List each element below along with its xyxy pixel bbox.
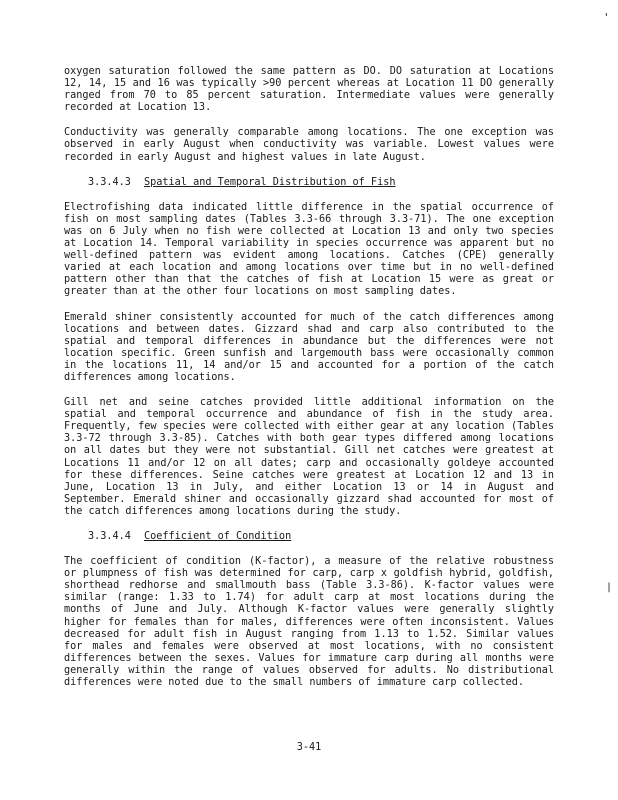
section-title: Spatial and Temporal Distribution of Fish bbox=[144, 176, 396, 188]
page-number: 3-41 bbox=[296, 742, 322, 753]
corner-mark: ' bbox=[603, 11, 610, 24]
margin-mark: | bbox=[606, 582, 613, 593]
paragraph-do-saturation: oxygen saturation followed the same pattern as DO. DO saturation at Locations 12, 14, 15 and 16 was typically >90 percent whereas at Location 11 DO generally ranged from 70 to 85 percent saturation. Intermediate values were generally recorded at Location 13. bbox=[64, 66, 554, 114]
section-heading-condition bbox=[88, 531, 554, 543]
section-number: 3.3.4.3 bbox=[88, 176, 131, 188]
section-heading-distribution bbox=[88, 177, 554, 189]
page-body bbox=[64, 66, 554, 702]
paragraph-conductivity: Conductivity was generally comparable among locations. The one exception was observed in early August when conductivity was variable. Lowest values were recorded in early August and highest values in late August. bbox=[64, 127, 554, 163]
section-title: Coefficient of Condition bbox=[144, 531, 292, 542]
paragraph-coefficient: The coefficient of condition (K-factor), a measure of the relative robustness or plumpness of fish was determined for carp, carp x goldfish hybrid, goldfish, shorthead redhorse and smallmouth bass (Table 3.3-86). K-factor values were similar (range: 1.33 to 1.74) for adult carp at most locations during the months of June and July. Although K-factor values were generally slightly higher for females than for males, differences were often inconsistent. Values decreased for adult fish in August ranging from 1.13 to 1.52. Similar values for males and females were observed at most locations, with no consistent differences between the sexes. Values for immature carp during all months were generally within the range of values observed for adults. No distributional differences were noted due to the small numbers of immature carp collected. bbox=[64, 556, 554, 689]
section-number: 3.3.4.4 bbox=[88, 531, 131, 542]
paragraph-gill-net: Gill net and seine catches provided little additional information on the spatial and temporal occurrence and abundance of fish in the study area. Frequently, few species were collected with either gear at any location (Tables 3.3-72 through 3.3-85). Catches with both gear types differed among locations on all dates but they were not substantial. Gill net catches were greatest at Locations 11 and/or 12 on all dates; carp and occasionally goldeye accounted for these differences. Seine catches were greatest at Location 12 and 13 in June, Location 13 in July, and either Location 13 or 14 in August and September. Emerald shiner and occasionally gizzard shad accounted for most of the catch differences among locations during the study. bbox=[64, 397, 554, 517]
paragraph-electrofishing: Electrofishing data indicated little difference in the spatial occurrence of fish on most sampling dates (Tables 3.3-66 through 3.3-71). The one exception was on 6 July when no fish were collected at Location 13 and only two species at Location 14. Temporal variability in species occurrence was apparent but no well-defined pattern was evident among locations. Catches (CPE) generally varied at each location and among locations over time but in no well-defined pattern other than that the catches of fish at Location 15 were as great or greater than at the other four locations on most sampling dates. bbox=[64, 201, 554, 298]
paragraph-emerald-shiner: Emerald shiner consistently accounted for much of the catch differences among locations and between dates. Gizzard shad and carp also contributed to the spatial and temporal differences in abundance but the differences were not location specific. Green sunfish and largemouth bass were occasionally common in the locations 11, 14 and/or 15 and accounted for a portion of the catch differences among locations. bbox=[64, 311, 554, 383]
